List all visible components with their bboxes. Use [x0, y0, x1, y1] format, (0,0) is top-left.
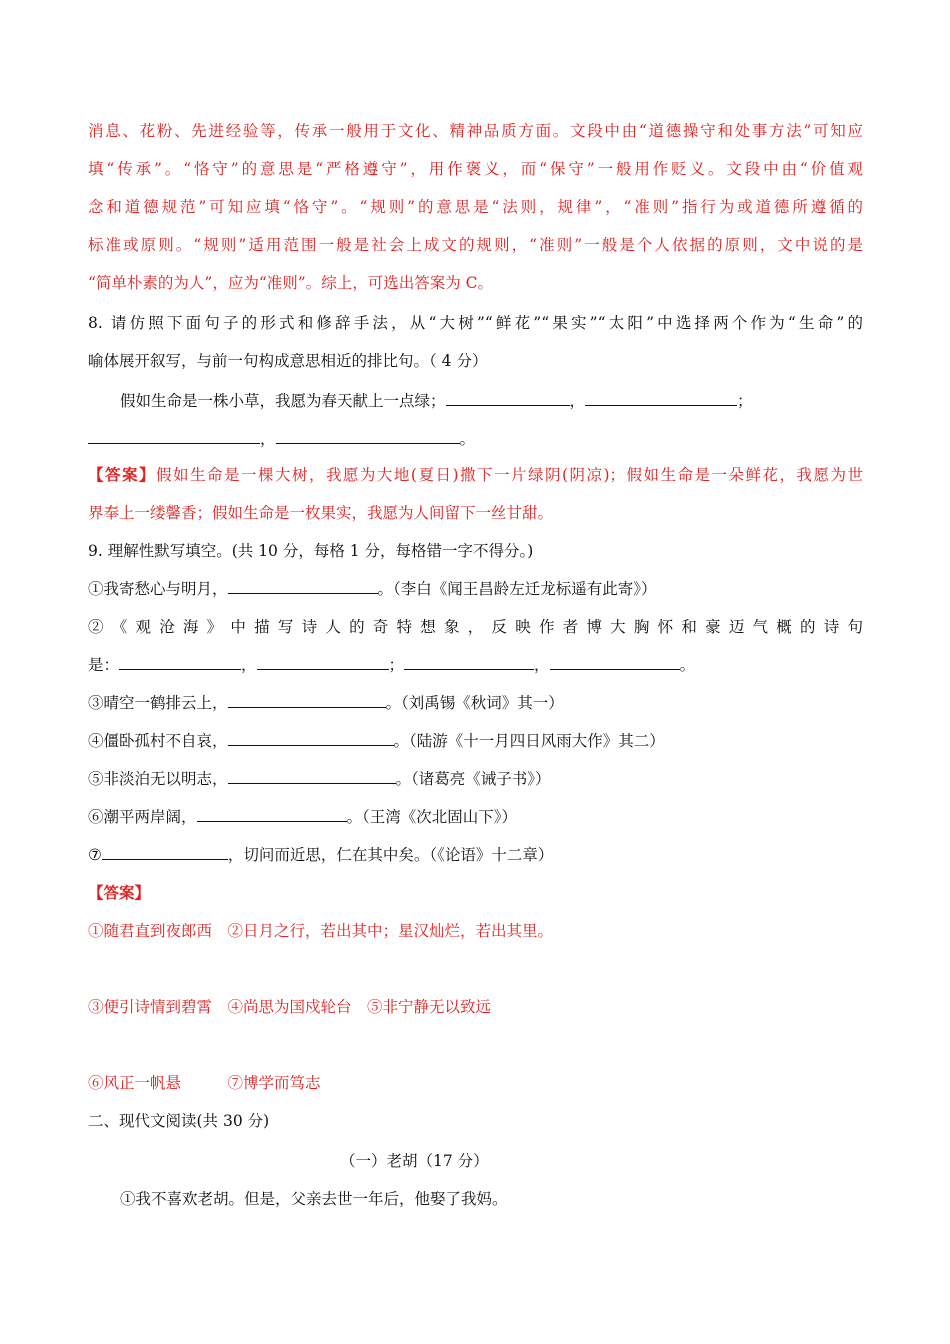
item-text: ⑦ [88, 846, 102, 864]
item-text: ④僵卧孤村不自哀， [88, 732, 228, 750]
item-source: 。（王湾《次北固山下》） [346, 808, 518, 826]
item-text: ⑥潮平两岸阔， [88, 808, 197, 826]
explanation-line: 消息、花粉、先进经验等，传承一般用于文化、精神品质方面。文段中由“道德操守和处事方法”可知应 [88, 122, 863, 140]
item-source: 。（诸葛亮《诫子书》） [395, 770, 551, 788]
explanation-line: 填“传承”。“恪守”的意思是“严格遵守”，用作褒义，而“保守”一般用作贬义。文段中由“价值观 [88, 160, 863, 178]
answer-blank[interactable] [197, 806, 347, 822]
answer-blank[interactable] [257, 654, 389, 670]
answer-blank[interactable] [88, 428, 260, 444]
item-text: ①我寄愁心与明月， [88, 580, 228, 598]
item-source: 。（陆游《十一月四日风雨大作》其二） [393, 732, 665, 750]
q8-answer-line [88, 464, 863, 486]
punctuation: 。 [459, 430, 476, 448]
answer-blank[interactable] [276, 428, 460, 444]
q9-item-4 [88, 730, 665, 752]
q8-answer-line: 界奉上一缕馨香；假如生命是一枚果实，我愿为人间留下一丝甘甜。 [88, 504, 554, 522]
q9-item-7 [88, 844, 553, 866]
explanation-line: “简单朴素的为人”，应为“准则”。综上，可选出答案为 C。 [88, 274, 493, 292]
punctuation: ， [569, 392, 586, 410]
item-source: 。（李白《闻王昌龄左迁龙标遥有此寄》） [377, 580, 657, 598]
item-text: ③晴空一鹤排云上， [88, 694, 228, 712]
punctuation: 。 [679, 656, 696, 674]
answer-blank[interactable] [228, 692, 386, 708]
q8-prompt-line: 8. 请仿照下面句子的形式和修辞手法，从“大树”“鲜花”“果实”“太阳”中选择两个作为“生命”的 [88, 314, 863, 332]
punctuation: ， [260, 430, 276, 448]
explanation-line: 标准或原则。“规则”适用范围一般是社会上成文的规则，“准则”一般是个人依据的原则，文中说的是 [88, 236, 863, 254]
answer-blank[interactable] [228, 578, 378, 594]
q9-item-6 [88, 806, 517, 828]
item-source: ，切问而近思，仁在其中矣。（《论语》十二章） [227, 846, 554, 864]
section-title: 二、现代文阅读(共 30 分) [88, 1112, 270, 1130]
q9-item-3 [88, 692, 564, 714]
item-text: 是： [88, 656, 120, 674]
explanation-line: 念和道德规范”可知应填“恪守”。“规则”的意思是“法则，规律”，“准则”指行为或道德所遵循的 [88, 198, 863, 216]
q9-item-2-line1: ② 《 观 沧 海 》 中 描 写 诗 人 的 奇 特 想 象 ， 反 映 作 者 博 大 胸 怀 和 豪 迈 气 概 的 诗 句 [88, 618, 863, 636]
answer-blank[interactable] [119, 654, 241, 670]
punctuation: ， [534, 656, 550, 674]
punctuation: ； [737, 392, 753, 410]
answer-blank[interactable] [585, 390, 737, 406]
q9-item-2-line2 [88, 654, 695, 676]
q8-example-line [120, 390, 753, 412]
answer-blank[interactable] [550, 654, 680, 670]
answer-blank[interactable] [404, 654, 534, 670]
q9-item-1 [88, 578, 657, 600]
answer-tag: 【答案】 [88, 883, 151, 902]
answer-tag: 【答案】 [88, 465, 156, 484]
answer-blank[interactable] [102, 844, 228, 860]
passage-paragraph: ①我不喜欢老胡。但是，父亲去世一年后，他娶了我妈。 [120, 1190, 508, 1208]
answer-blank[interactable] [228, 730, 394, 746]
q8-example: 假如生命是一株小草，我愿为春天献上一点绿； [120, 392, 446, 410]
q8-answer-text: 假如生命是一棵大树，我愿为大地(夏日)撒下一片绿阴(阴凉)；假如生命是一朵鲜花，我愿为世 [155, 466, 863, 484]
q8-prompt-line: 喻体展开叙写，与前一句构成意思相近的排比句。（ 4 分） [88, 352, 488, 370]
q9-answer-row: ⑥风正一帆悬 ⑦博学而笃志 [88, 1074, 321, 1092]
q9-title: 9. 理解性默写填空。(共 10 分，每格 1 分，每格错一字不得分。) [88, 542, 534, 560]
item-text: ⑤非淡泊无以明志， [88, 770, 228, 788]
punctuation: ， [241, 656, 257, 674]
item-source: 。（刘禹锡《秋词》其一） [385, 694, 564, 712]
q8-blank-line [88, 428, 475, 450]
answer-blank[interactable] [228, 768, 396, 784]
q9-item-5 [88, 768, 551, 790]
q9-answer-row: ①随君直到夜郎西 ②日月之行，若出其中；星汉灿烂，若出其里。 [88, 922, 554, 940]
passage-title: （一）老胡（17 分） [340, 1152, 489, 1170]
punctuation: ； [388, 656, 405, 674]
answer-blank[interactable] [446, 390, 570, 406]
q9-answer-row: ③便引诗情到碧霄 ④尚思为国戍轮台 ⑤非宁静无以致远 [88, 998, 492, 1016]
